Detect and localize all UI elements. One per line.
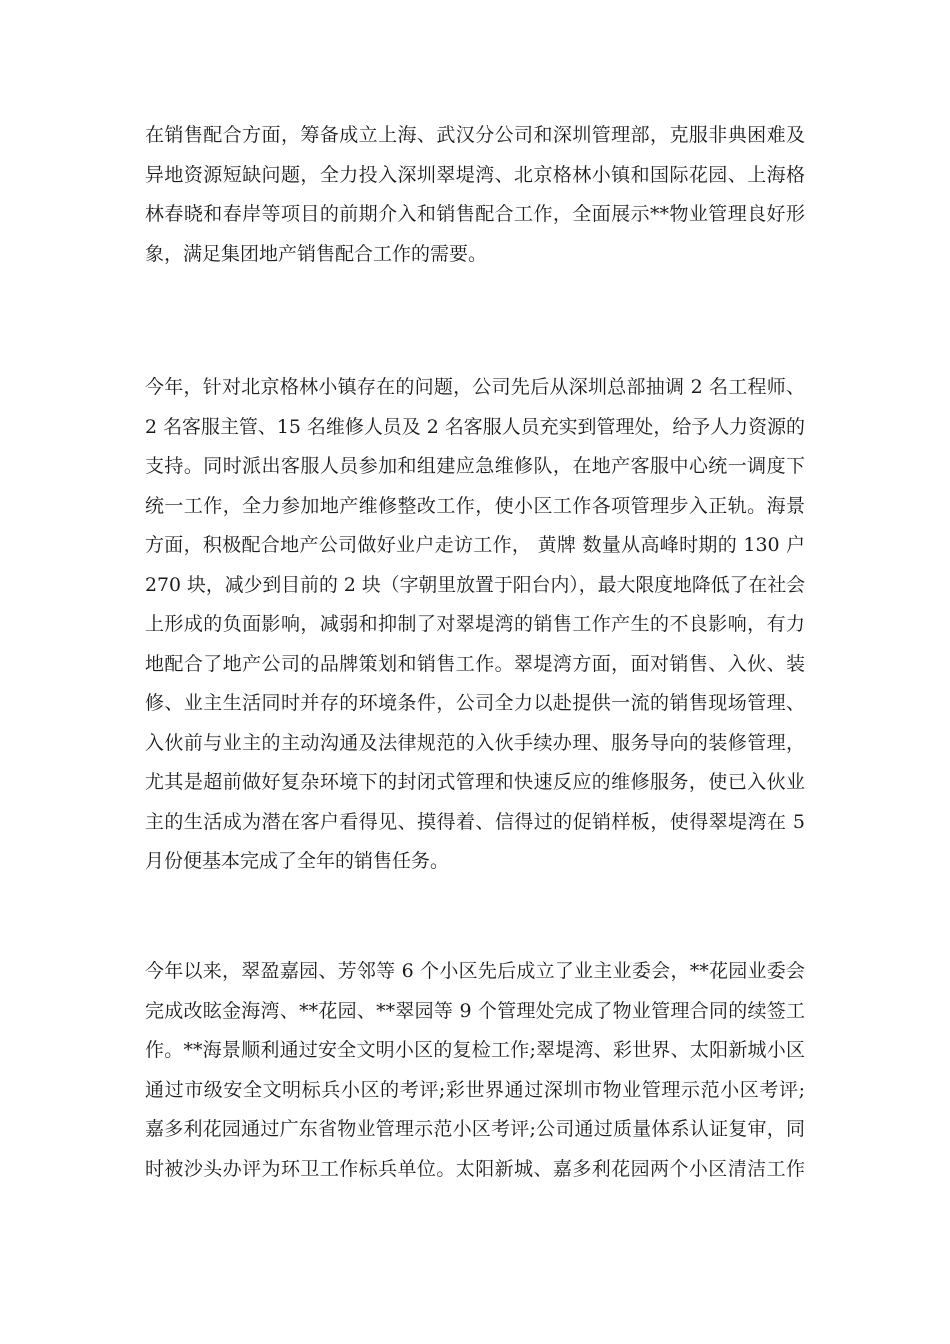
text-line: 今年，针对北京格林小镇存在的问题，公司先后从深圳总部抽调 2 名工程师、 — [145, 376, 805, 398]
text-line: 在销售配合方面，筹备成立上海、武汉分公司和深圳管理部，克服非典困难及 — [145, 124, 805, 146]
text-line: 时被沙头办评为环卫工作标兵单位。太阳新城、嘉多利花园两个小区清洁工作 — [145, 1157, 805, 1180]
text-line: 象，满足集团地产销售配合工作的需要。 — [145, 242, 488, 265]
text-line: 2 名客服主管、15 名维修人员及 2 名客服人员充实到管理处，给予人力资源的 — [145, 415, 805, 438]
text-line: 地配合了地产公司的品牌策划和销售工作。翠堤湾方面，面对销售、入伙、装 — [145, 652, 805, 675]
paragraph-sales-support — [145, 116, 805, 274]
paragraph-beijing-project — [145, 368, 805, 882]
text-line: 异地资源短缺问题，全力投入深圳翠堤湾、北京格林小镇和国际花园、上海格 — [145, 163, 805, 186]
text-line: 嘉多利花园通过广东省物业管理示范小区考评;公司通过质量体系认证复审，同 — [145, 1118, 805, 1140]
text-line: 支持。同时派出客服人员参加和组建应急维修队，在地产客服中心统一调度下 — [145, 455, 805, 477]
paragraph-community-achievements — [145, 952, 805, 1189]
text-line: 今年以来，翠盈嘉园、芳邻等 6 个小区先后成立了业主业委会，**花园业委会 — [145, 960, 805, 982]
text-line: 林春晓和春岸等项目的前期介入和销售配合工作，全面展示**物业管理良好形 — [145, 203, 805, 225]
text-line: 主的生活成为潜在客户看得见、摸得着、信得过的促销样板，使得翠堤湾在 5 — [145, 810, 805, 833]
text-line: 月份便基本完成了全年的销售任务。 — [145, 850, 450, 872]
text-line: 入伙前与业主的主动沟通及法律规范的入伙手续办理、服务导向的装修管理， — [145, 731, 805, 754]
text-line: 作。**海景顺利通过安全文明小区的复检工作;翠堤湾、彩世界、太阳新城小区 — [145, 1039, 805, 1061]
text-line: 270 块，减少到目前的 2 块（字朝里放置于阳台内），最大限度地降低了在社会 — [145, 573, 806, 596]
text-line: 尤其是超前做好复杂环境下的封闭式管理和快速反应的维修服务，使已入伙业 — [145, 771, 805, 793]
text-line: 统一工作，全力参加地产维修整改工作，使小区工作各项管理步入正轨。海景 — [145, 494, 805, 517]
text-line: 上形成的负面影响，减弱和抑制了对翠堤湾的销售工作产生的不良影响，有力 — [145, 613, 805, 635]
text-line: 通过市级安全文明标兵小区的考评;彩世界通过深圳市物业管理示范小区考评; — [145, 1078, 805, 1101]
text-line: 方面，积极配合地产公司做好业户走访工作， 黄牌 数量从高峰时期的 130 户 — [145, 534, 805, 556]
text-line: 完成改眩金海湾、**花园、**翠园等 9 个管理处完成了物业管理合同的续签工 — [145, 999, 805, 1022]
text-line: 修、业主生活同时并存的环境条件，公司全力以赴提供一流的销售现场管理、 — [145, 692, 805, 714]
